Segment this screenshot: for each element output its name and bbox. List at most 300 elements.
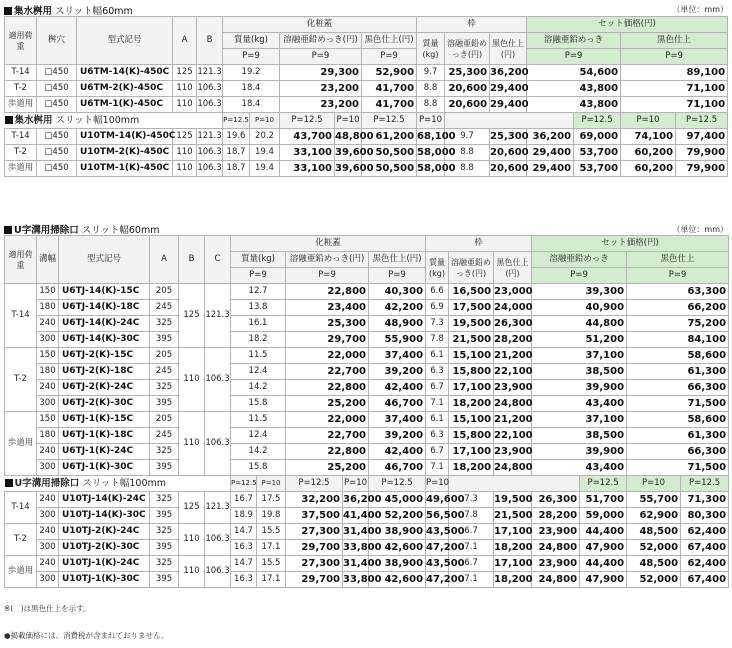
header-p9: P=9 (369, 268, 426, 284)
table-cell: 39,200 (369, 364, 426, 380)
table-cell: 23,200 (280, 81, 362, 97)
table-cell: 17.5 (257, 492, 286, 508)
basin-cell: □450 (37, 81, 77, 97)
table-cell: 42,400 (369, 380, 426, 396)
table-cell: 17.1 (257, 572, 286, 588)
table-cell: 43,800 (527, 81, 621, 97)
table-cell: 106.3 (197, 81, 223, 97)
table-cell: 19,500 (494, 492, 532, 508)
model-cell: U10TM-14(K)-450C (77, 129, 173, 145)
load-cell: 歩道用 (5, 161, 37, 177)
table-cell: 71,100 (621, 81, 728, 97)
table-cell: 29,700 (286, 332, 369, 348)
table-cell: 27,300 (286, 556, 343, 572)
black-square-icon (5, 479, 13, 487)
header-basin: 桝穴 (37, 17, 77, 65)
table-cell: 26,300 (532, 492, 580, 508)
table-cell: 7.3 (426, 316, 449, 332)
table-row (5, 97, 728, 113)
table-cell: 42,600 (369, 540, 426, 556)
model-cell: U6TJ-1(K)-24C (59, 444, 150, 460)
table-cell: 53,700 (574, 161, 621, 177)
table-row (5, 348, 729, 364)
table-cell: 205 (150, 412, 179, 428)
table-cell: 58,000 (417, 161, 445, 177)
table-cell: 106.3 (197, 97, 223, 113)
table-cell: 43,700 (280, 129, 335, 145)
table-cell: 19.4 (250, 161, 280, 177)
table-cell: 71,500 (627, 396, 729, 412)
table-cell: 60,200 (621, 161, 676, 177)
section-title-collector-60: 集水桝用 スリット幅60mm (4, 3, 133, 17)
table-cell: 41,700 (362, 81, 417, 97)
table-cell: P=10 (250, 113, 280, 129)
table-cell: 106.3 (205, 556, 231, 588)
table-cell: 24,800 (532, 572, 580, 588)
table-cell: 395 (150, 540, 179, 556)
model-cell: U10TJ-1(K)-24C (59, 556, 150, 572)
table-cell: 6.1 (426, 412, 449, 428)
table-row (5, 145, 728, 161)
width-cell: 300 (37, 396, 59, 412)
header-p9: P=9 (286, 268, 369, 284)
header-galv: 溶融亜鉛めっき(円) (286, 252, 369, 268)
table-cell: 110 (173, 145, 197, 161)
table-cell: 36,200 (490, 65, 527, 81)
table-cell: 110 (179, 524, 205, 556)
width-cell: 300 (37, 332, 59, 348)
table-cell: 15,800 (449, 428, 494, 444)
section-subtitle-text: スリット幅100mm (79, 478, 166, 489)
table-cell: 8.8 (417, 97, 445, 113)
table-cell: 245 (150, 428, 179, 444)
model-cell: U6TJ-14(K)-15C (59, 284, 150, 300)
table-cell: 12.7 (231, 284, 286, 300)
header-cover: 化粧蓋 (223, 17, 417, 33)
table-cell: 110 (179, 348, 205, 412)
table-cell: 79,900 (676, 161, 728, 177)
table-cell: 125 (173, 129, 197, 145)
table-cell: 13.8 (231, 300, 286, 316)
table-row (5, 81, 728, 97)
table-cell: 245 (150, 364, 179, 380)
table-cell: P=12.5 (676, 113, 728, 129)
header-frame-black: 黒色仕上(円) (490, 33, 527, 65)
table-cell: 6.7 (426, 444, 449, 460)
table-cell: 7.1 (426, 460, 449, 476)
header-rating: 適用荷重 (5, 17, 37, 65)
table-cell: 18,200 (494, 540, 532, 556)
table-cell: 40,300 (369, 284, 426, 300)
table-cell: 245 (150, 300, 179, 316)
load-cell: T-2 (5, 81, 37, 97)
header-a: A (173, 17, 197, 65)
table-cell: 62,400 (681, 524, 729, 540)
table-cell: 29,400 (527, 145, 574, 161)
table-cell: 29,400 (527, 161, 574, 177)
table-cell: 71,100 (621, 97, 728, 113)
table-cell: 38,900 (369, 524, 426, 540)
model-cell: U6TM-2(K)-450C (77, 81, 173, 97)
table-cell: 23,200 (280, 97, 362, 113)
load-cell: 歩道用 (5, 556, 37, 588)
table-cell: 33,100 (280, 161, 335, 177)
unit-label: （単位：mm） (672, 225, 728, 234)
model-cell: U6TJ-14(K)-18C (59, 300, 150, 316)
width-cell: 240 (37, 556, 59, 572)
load-cell: T-14 (5, 492, 37, 524)
table-cell: 7.8 (449, 508, 494, 524)
table-row (5, 524, 729, 540)
table-cell: 8.8 (445, 161, 490, 177)
table-cell: 62,900 (627, 508, 681, 524)
table-cell: 20,600 (490, 161, 527, 177)
table-cell: 110 (173, 161, 197, 177)
section-title-text: U字溝用掃除口 (14, 478, 80, 489)
table-cell: 110 (173, 81, 197, 97)
width-cell: 300 (37, 572, 59, 588)
table-cell: 89,100 (621, 65, 728, 81)
table-cell: 6.9 (426, 300, 449, 316)
table-cell: 18,200 (449, 396, 494, 412)
header-p9: P=9 (621, 49, 728, 65)
section-title-ditch-60: U字溝用掃除口 スリット幅60mm (4, 222, 159, 236)
table-cell: 21,200 (494, 348, 532, 364)
model-cell: U6TJ-1(K)-30C (59, 460, 150, 476)
table-cell: 33,800 (343, 572, 369, 588)
header-frame-mass: 質量(kg) (417, 33, 445, 65)
header-frame-galv: 溶融亜鉛めっき(円) (449, 252, 494, 284)
table-cell: 17.1 (257, 540, 286, 556)
model-cell: U10TJ-2(K)-24C (59, 524, 150, 540)
table-cell: 7.8 (426, 332, 449, 348)
model-cell: U6TM-14(K)-450C (77, 65, 173, 81)
header-a: A (150, 236, 179, 284)
table-cell: 22,800 (286, 284, 369, 300)
model-cell: U10TJ-1(K)-30C (59, 572, 150, 588)
section-row (5, 476, 729, 492)
model-cell: U6TJ-1(K)-15C (59, 412, 150, 428)
table-cell: 121.3 (205, 284, 231, 348)
table-cell: 23,000 (494, 284, 532, 300)
header-p9: P=9 (231, 268, 286, 284)
model-cell: U10TJ-14(K)-24C (59, 492, 150, 508)
table-cell: 23,900 (494, 380, 532, 396)
table-cell: 23,900 (494, 444, 532, 460)
width-cell: 180 (37, 364, 59, 380)
width-cell: 240 (37, 380, 59, 396)
table-cell: 44,400 (580, 556, 627, 572)
table-cell: 19.6 (223, 129, 250, 145)
table-cell: 23,400 (286, 300, 369, 316)
table-cell: 50,500 (362, 145, 417, 161)
model-cell: U6TJ-2(K)-18C (59, 364, 150, 380)
table-cell: 325 (150, 556, 179, 572)
table-row (5, 364, 729, 380)
table-cell: 16,500 (449, 284, 494, 300)
table-cell: 29,700 (286, 540, 343, 556)
model-cell: U10TJ-2(K)-30C (59, 540, 150, 556)
table-cell: P=12.5 (681, 476, 729, 492)
table-cell: 54,600 (527, 65, 621, 81)
load-cell: T-14 (5, 284, 37, 348)
table-cell: P=10 (627, 476, 681, 492)
table-cell: 27,300 (286, 524, 343, 540)
table-cell: 69,000 (574, 129, 621, 145)
table-cell: 33,100 (280, 145, 335, 161)
table-cell: 38,500 (532, 364, 627, 380)
table-cell: 18,200 (494, 572, 532, 588)
table-cell: 52,000 (627, 540, 681, 556)
table-cell: 25,200 (286, 460, 369, 476)
table-cell: 125 (179, 492, 205, 524)
table-cell: 106.3 (205, 348, 231, 412)
table-row (5, 65, 728, 81)
table-cell: 43,500 (426, 556, 449, 572)
black-square-icon (4, 7, 12, 15)
table-cell: 106.3 (205, 524, 231, 556)
table-cell: 50,500 (362, 161, 417, 177)
table-cell: 61,300 (627, 428, 729, 444)
header-frame-black: 黒色仕上(円) (494, 252, 532, 284)
basin-cell: □450 (37, 161, 77, 177)
table-cell: 15,800 (449, 364, 494, 380)
table-cell: 395 (150, 460, 179, 476)
table-cell: 24,800 (494, 460, 532, 476)
table-cell: 6.6 (426, 284, 449, 300)
model-cell: U6TM-1(K)-450C (77, 97, 173, 113)
load-cell: T-2 (5, 348, 37, 412)
header-set-galv: 溶融亜鉛めっき (532, 252, 627, 268)
table-cell: 47,900 (580, 540, 627, 556)
table-row (5, 396, 729, 412)
table-cell: 55,700 (627, 492, 681, 508)
table-cell: 48,800 (335, 129, 362, 145)
model-cell: U6TJ-14(K)-24C (59, 316, 150, 332)
table-cell: 17,500 (449, 300, 494, 316)
table-cell: P=10 (335, 113, 362, 129)
table-cell: 325 (150, 524, 179, 540)
table-row (5, 412, 729, 428)
table-cell: 52,200 (369, 508, 426, 524)
load-cell: 歩道用 (5, 97, 37, 113)
table-cell: 18.4 (223, 97, 280, 113)
table-cell: 9.7 (445, 129, 490, 145)
table-cell: 47,900 (580, 572, 627, 588)
table-cell: 48,500 (627, 524, 681, 540)
table-cell: 23,900 (532, 556, 580, 572)
table-cell: 33,800 (343, 540, 369, 556)
table-cell: 41,700 (362, 97, 417, 113)
table-cell: 395 (150, 508, 179, 524)
table-cell: 84,100 (627, 332, 729, 348)
table-cell: 325 (150, 492, 179, 508)
table-cell: 24,800 (494, 396, 532, 412)
table-cell: 43,500 (426, 524, 449, 540)
width-cell: 180 (37, 428, 59, 444)
table-cell: 22,000 (286, 412, 369, 428)
table-cell: 42,200 (369, 300, 426, 316)
table-row (5, 540, 729, 556)
basin-cell: □450 (37, 129, 77, 145)
basin-cell: □450 (37, 97, 77, 113)
table-cell: 74,100 (621, 129, 676, 145)
table-cell: 12.4 (231, 364, 286, 380)
table-cell: 58,600 (627, 412, 729, 428)
table-cell: 6.7 (449, 556, 494, 572)
footnote-black: ※( )は黒色仕上を示す。 (4, 604, 91, 613)
table-cell: 18.7 (223, 145, 250, 161)
width-cell: 300 (37, 508, 59, 524)
table-cell: 121.3 (205, 492, 231, 524)
table-cell: 58,000 (417, 145, 445, 161)
header-mass: 質量(kg) (223, 33, 280, 49)
table-cell: 106.3 (197, 161, 223, 177)
table-cell: 49,600 (426, 492, 449, 508)
table-cell: 106.3 (197, 145, 223, 161)
black-square-icon (4, 226, 12, 234)
table-cell: 15.8 (231, 460, 286, 476)
table-cell: P=10 (257, 476, 286, 492)
table-cell: 110 (173, 97, 197, 113)
table-cell: 52,000 (627, 572, 681, 588)
table-cell: 43,800 (527, 97, 621, 113)
table-cell: 8.8 (417, 81, 445, 97)
table-cell: 53,700 (574, 145, 621, 161)
table-cell: 59,000 (580, 508, 627, 524)
table-cell: 18.9 (231, 508, 257, 524)
table-cell: 325 (150, 380, 179, 396)
section-title-ditch-100 (5, 476, 231, 492)
table-cell: 39,200 (369, 428, 426, 444)
header-b: B (197, 17, 223, 65)
header-frame-mass: 質量(kg) (426, 252, 449, 284)
table-cell: 325 (150, 316, 179, 332)
table-cell: 39,900 (532, 444, 627, 460)
table-row (5, 300, 729, 316)
table-cell: 21,200 (494, 412, 532, 428)
header-model: 型式記号 (59, 236, 150, 284)
table-cell: 24,000 (494, 300, 532, 316)
table-cell: P=12.5 (580, 476, 627, 492)
width-cell: 240 (37, 316, 59, 332)
table-cell: 19.2 (223, 65, 280, 81)
table-cell: P=10 (621, 113, 676, 129)
table-cell: 125 (179, 284, 205, 348)
table-row (5, 129, 728, 145)
table-cell: 22,700 (286, 428, 369, 444)
header-black: 黒色仕上(円) (369, 252, 426, 268)
header-p9: P=9 (627, 268, 729, 284)
table-cell: 325 (150, 444, 179, 460)
header-cover: 化粧蓋 (231, 236, 426, 252)
table-cell: 37,100 (532, 412, 627, 428)
table-cell: 29,700 (286, 572, 343, 588)
header-p9: P=9 (527, 49, 621, 65)
table-row (5, 492, 729, 508)
model-cell: U10TJ-14(K)-30C (59, 508, 150, 524)
table-cell: 26,300 (494, 316, 532, 332)
table-cell: 19,500 (449, 316, 494, 332)
header-frame-galv: 溶融亜鉛めっき(円) (445, 33, 490, 65)
table-cell: 37,100 (532, 348, 627, 364)
table-cell: 8.8 (445, 145, 490, 161)
table-cell: 6.3 (426, 428, 449, 444)
header-frame: 枠 (417, 17, 527, 33)
table-cell: 61,300 (627, 364, 729, 380)
table-cell: 29,400 (490, 81, 527, 97)
unit-label: （単位：mm） (672, 5, 728, 14)
table-cell: 18.2 (231, 332, 286, 348)
table-cell: 25,300 (445, 65, 490, 81)
header-b: B (179, 236, 205, 284)
table-row (5, 460, 729, 476)
table-cell: 16.3 (231, 572, 257, 588)
table-cell: 110 (179, 412, 205, 476)
table-cell: 20,600 (445, 81, 490, 97)
table-cell: 11.5 (231, 412, 286, 428)
table-cell: 25,200 (286, 396, 369, 412)
table-cell: 42,600 (369, 572, 426, 588)
table-cell: 44,400 (580, 524, 627, 540)
table-cell: 71,300 (681, 492, 729, 508)
load-cell: T-14 (5, 129, 37, 145)
table-cell: 6.7 (449, 524, 494, 540)
table-cell: 29,300 (280, 65, 362, 81)
footnote-tax: ●掲載価格には、消費税が含まれておりません。 (4, 631, 169, 640)
table-cell: P=12.5 (369, 476, 426, 492)
table-row (5, 316, 729, 332)
section-subtitle-text: スリット幅100mm (52, 115, 140, 126)
table-cell: 17,100 (449, 380, 494, 396)
table-cell: 38,900 (369, 556, 426, 572)
table-cell: 7.1 (449, 540, 494, 556)
width-cell: 150 (37, 348, 59, 364)
table-cell: P=12.5 (280, 113, 335, 129)
table-cell: 68,100 (417, 129, 445, 145)
table-cell: 395 (150, 572, 179, 588)
table-cell: 45,000 (369, 492, 426, 508)
table-row (5, 572, 729, 588)
table-cell (449, 476, 580, 492)
table-cell: 40,900 (532, 300, 627, 316)
table-cell: 28,200 (532, 508, 580, 524)
table-cell: 39,900 (532, 380, 627, 396)
table-cell: 15.5 (257, 524, 286, 540)
table-cell: 79,900 (676, 145, 728, 161)
table-row (5, 428, 729, 444)
width-cell: 240 (37, 444, 59, 460)
table-cell: 42,400 (369, 444, 426, 460)
table-cell: 46,700 (369, 396, 426, 412)
table-row (5, 556, 729, 572)
table-cell: 20.2 (250, 129, 280, 145)
table-cell: 21,500 (494, 508, 532, 524)
table-cell: 16.1 (231, 316, 286, 332)
collector-table (4, 16, 728, 177)
table-cell: 14.2 (231, 380, 286, 396)
model-cell: U6TJ-2(K)-30C (59, 396, 150, 412)
table-cell: 36,200 (527, 129, 574, 145)
table-cell: 17,100 (494, 524, 532, 540)
table-cell: 22,000 (286, 348, 369, 364)
table-cell: 47,200 (426, 572, 449, 588)
table-cell: 7.3 (449, 492, 494, 508)
table-cell: 67,400 (681, 540, 729, 556)
table-row (5, 332, 729, 348)
model-cell: U6TJ-2(K)-15C (59, 348, 150, 364)
width-cell: 180 (37, 300, 59, 316)
